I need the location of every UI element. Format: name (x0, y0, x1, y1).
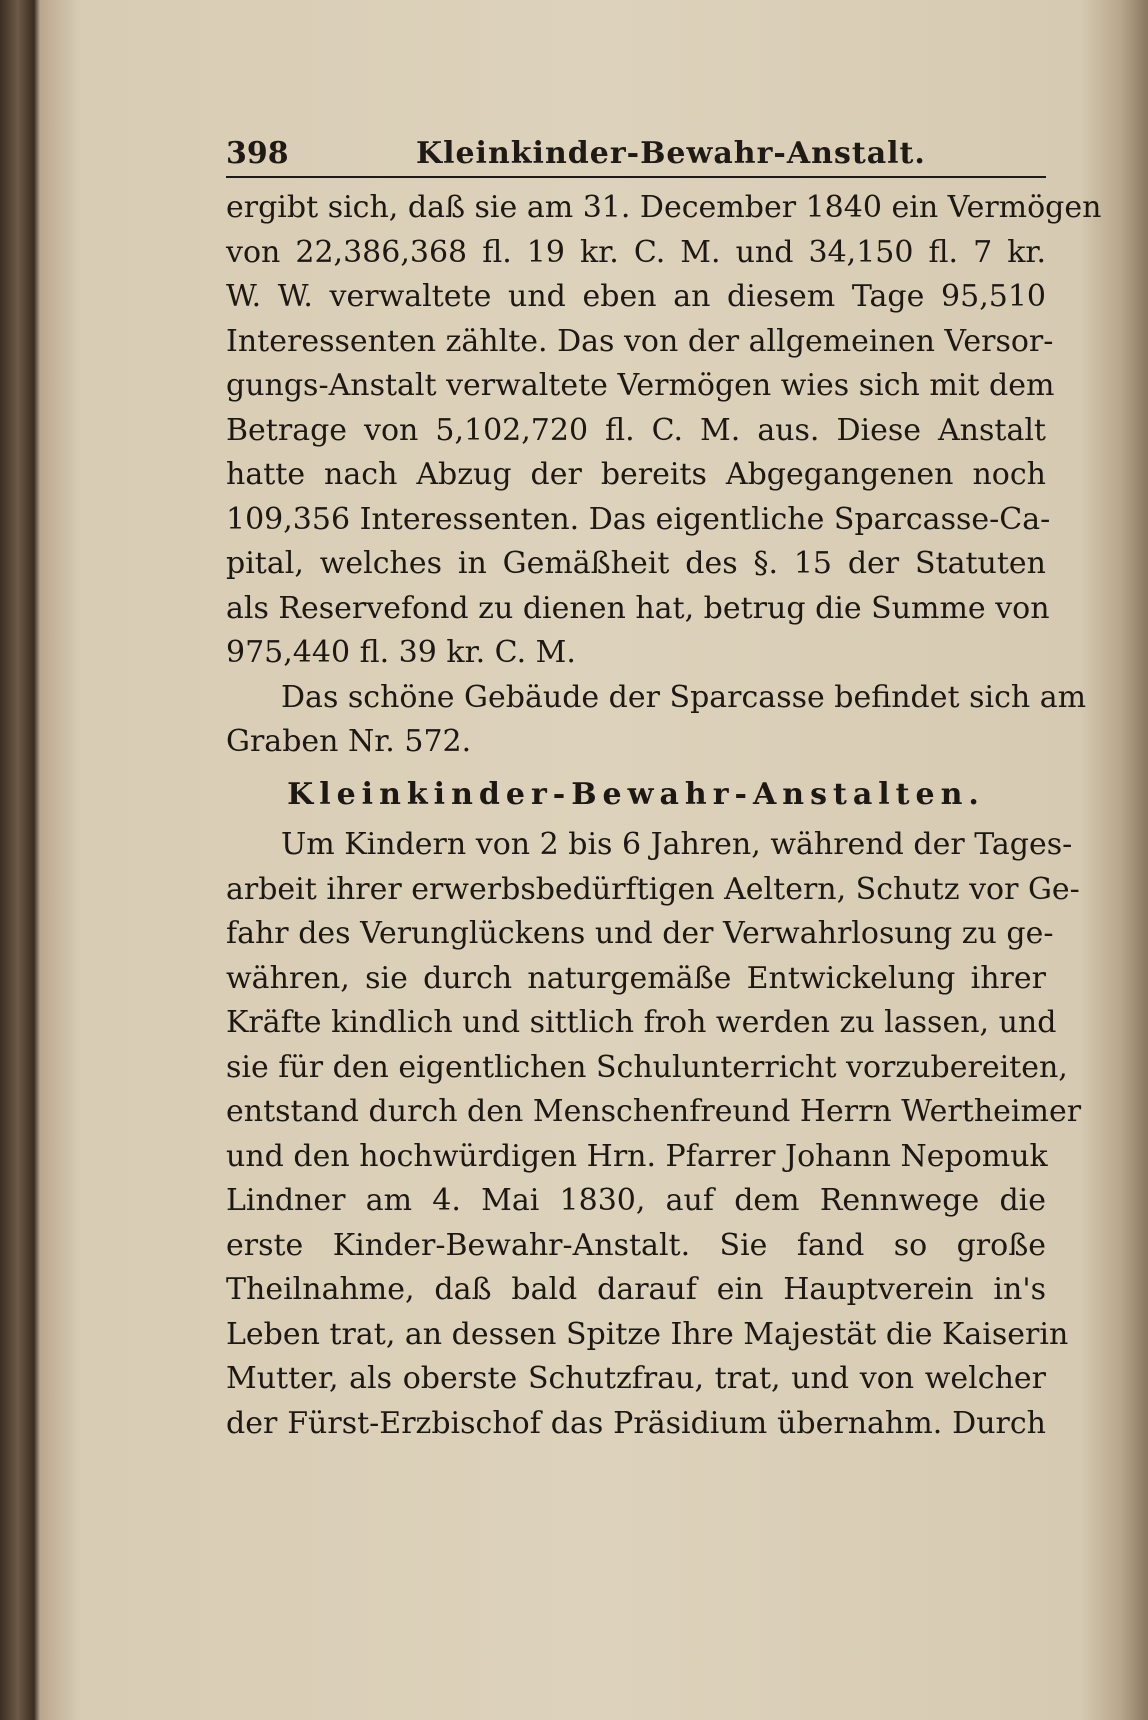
paragraph-sparcasse (226, 186, 1102, 676)
text-line: erste Kinder-Bewahr-Anstalt. Sie fand so große (226, 1227, 1046, 1263)
text-line: ergibt sich, daß sie am 31. December 1840 ein Vermögen (226, 190, 1102, 225)
text-line: Mutter, als oberste Schutzfrau, trat, und von welcher (226, 1361, 1046, 1396)
running-head: Kleinkinder-Bewahr-Anstalt. (416, 136, 926, 171)
text-line: Graben Nr. 572. (226, 724, 472, 759)
text-line: W. W. verwaltete und eben an diesem Tage 95,510 (226, 279, 1046, 314)
text-line: von 22,386,368 fl. 19 kr. C. M. und 34,150 fl. 7 kr. (226, 234, 1046, 270)
text-line: als Reservefond zu dienen hat, betrug die Summe von (226, 590, 1050, 626)
text-line: der Fürst-Erzbischof das Präsidium übernahm. Durch (226, 1405, 1046, 1441)
text-line: Um Kindern von 2 bis 6 Jahren, während der Tages- (281, 827, 1073, 862)
body-text (226, 186, 1102, 1446)
book-page (40, 0, 1120, 1720)
text-line: 109,356 Interessenten. Das eigentliche Sparcasse-Ca- (226, 501, 1051, 537)
text-line: und den hochwürdigen Hrn. Pfarrer Johann Nepomuk (226, 1138, 1048, 1174)
text-line: währen, sie durch naturgemäße Entwickelung ihrer (226, 960, 1046, 996)
text-line: Leben trat, an dessen Spitze Ihre Majestät die Kaiserin (226, 1316, 1069, 1352)
text-line: Betrage von 5,102,720 fl. C. M. aus. Diese Anstalt (226, 412, 1046, 448)
text-line: gungs-Anstalt verwaltete Vermögen wies sich mit dem (226, 368, 1055, 403)
page-header (226, 132, 1046, 178)
text-line: Das schöne Gebäude der Sparcasse befindet sich am (281, 679, 1087, 715)
text-line: sie für den eigentlichen Schulunterricht vorzubereiten, (226, 1049, 1068, 1085)
text-line: Lindner am 4. Mai 1830, auf dem Rennwege die (226, 1183, 1046, 1218)
text-line: Kräfte kindlich und sittlich froh werden zu lassen, und (226, 1005, 1057, 1040)
paragraph-gebaeude (226, 676, 1087, 765)
text-line: Theilnahme, daß bald darauf ein Hauptverein in's (226, 1272, 1046, 1307)
paragraph-kleinkinder (226, 823, 1082, 1446)
section-title: Kleinkinder-Bewahr-Anstalten. (287, 776, 985, 812)
text-line: fahr des Verunglückens und der Verwahrlosung zu ge- (226, 916, 1054, 951)
text-line: entstand durch den Menschenfreund Herrn Wertheimer (226, 1094, 1082, 1129)
text-line: hatte nach Abzug der bereits Abgegangenen noch (226, 457, 1046, 492)
page-number: 398 (226, 136, 289, 171)
text-line: pital, welches in Gemäßheit des §. 15 der Statuten (226, 546, 1046, 581)
text-line: 975,440 fl. 39 kr. C. M. (226, 635, 576, 670)
text-line: Interessenten zählte. Das von der allgemeinen Versor- (226, 323, 1054, 359)
text-line: arbeit ihrer erwerbsbedürftigen Aeltern, Schutz vor Ge- (226, 871, 1080, 907)
